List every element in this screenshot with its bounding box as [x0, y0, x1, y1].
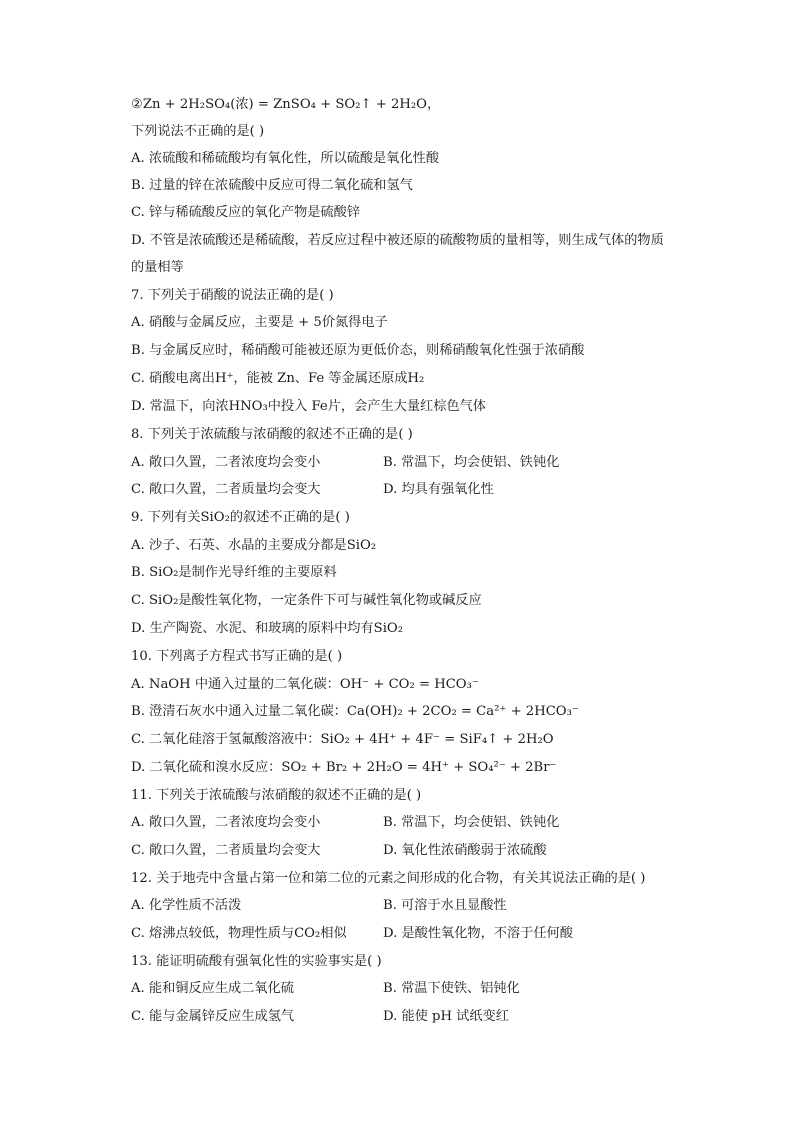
question-stem: 下列说法不正确的是( ) — [131, 124, 265, 139]
option-c: C. 锌与稀硫酸反应的氧化产物是硫酸锌 — [131, 205, 361, 220]
option-d: D. 生产陶瓷、水泥、和玻璃的原料中均有SiO₂ — [131, 621, 404, 636]
option-b: B. 过量的锌在浓硫酸中反应可得二氧化硫和氢气 — [131, 178, 413, 193]
option-a: A. 化学性质不活泼 — [131, 898, 242, 913]
option-d: D. 能使 pH 试纸变红 — [383, 1009, 509, 1024]
question-11: 11. 下列关于浓硫酸与浓硝酸的叙述不正确的是( ) — [131, 788, 422, 803]
options-row — [131, 479, 694, 501]
option-a: A. NaOH 中通入过量的二氧化碳：OH⁻ + CO₂ = HCO₃⁻ — [131, 677, 479, 692]
question-7: 7. 下列关于硝酸的说法正确的是( ) — [131, 288, 334, 303]
option-b: B. 常温下，均会使铝、铁钝化 — [383, 455, 560, 470]
options-row — [131, 452, 694, 474]
option-b: B. SiO₂是制作光导纤维的主要原料 — [131, 565, 337, 580]
question-9: 9. 下列有关SiO₂的叙述不正确的是( ) — [131, 510, 350, 525]
option-d: D. 均具有强氧化性 — [383, 482, 494, 497]
option-c: C. 熔沸点较低，物理性质与CO₂相似 — [131, 926, 347, 941]
option-d: D. 常温下，向浓HNO₃中投入 Fe片，会产生大量红棕色气体 — [131, 399, 486, 414]
option-b: B. 可溶于水且显酸性 — [383, 898, 507, 913]
option-c: C. 二氧化硅溶于氢氟酸溶液中：SiO₂ + 4H⁺ + 4F⁻ = SiF₄↑ + 2H₂O — [131, 732, 554, 747]
option-c: C. 敞口久置，二者质量均会变大 — [131, 843, 321, 858]
option-d: D. 氧化性浓硝酸弱于浓硫酸 — [383, 843, 547, 858]
option-b: B. 澄清石灰水中通入过量二氧化碳：Ca(OH)₂ + 2CO₂ = Ca²⁺ + 2HCO₃⁻ — [131, 704, 579, 719]
option-d: D. 不管是浓硫酸还是稀硫酸，若反应过程中被还原的硫酸物质的量相等，则生成气体的物质 — [131, 233, 664, 248]
option-a: A. 浓硫酸和稀硫酸均有氧化性，所以硫酸是氧化性酸 — [131, 151, 440, 166]
option-a: A. 敞口久置，二者浓度均会变小 — [131, 455, 321, 470]
question-8: 8. 下列关于浓硫酸与浓硝酸的叙述不正确的是( ) — [131, 427, 413, 442]
options-row — [131, 840, 694, 862]
options-row — [131, 978, 694, 1000]
question-10: 10. 下列离子方程式书写正确的是( ) — [131, 649, 343, 664]
option-a: A. 能和铜反应生成二氧化硫 — [131, 981, 294, 996]
option-a: A. 硝酸与金属反应，主要是 + 5价氮得电子 — [131, 315, 388, 330]
option-b: B. 常温下，均会使铝、铁钝化 — [383, 815, 560, 830]
option-a: A. 敞口久置，二者浓度均会变小 — [131, 815, 321, 830]
question-13: 13. 能证明硫酸有强氧化性的实验事实是( ) — [131, 954, 382, 969]
question-12: 12. 关于地壳中含量占第一位和第二位的元素之间形成的化合物，有关其说法正确的是( ) — [131, 871, 646, 886]
option-d: D. 二氧化硫和溴水反应：SO₂ + Br₂ + 2H₂O = 4H⁺ + SO₄²⁻ + 2Br⁻ — [131, 760, 557, 775]
option-a: A. 沙子、石英、水晶的主要成分都是SiO₂ — [131, 538, 377, 553]
option-d: D. 是酸性氧化物，不溶于任何酸 — [383, 926, 573, 941]
option-b: B. 常温下使铁、铝钝化 — [383, 981, 520, 996]
option-b: B. 与金属反应时，稀硝酸可能被还原为更低价态，则稀硝酸氧化性强于浓硝酸 — [131, 343, 585, 358]
equation-line: ②Zn + 2H₂SO₄(浓) = ZnSO₄ + SO₂↑ + 2H₂O， — [131, 97, 441, 112]
options-row — [131, 812, 694, 834]
options-row — [131, 895, 694, 917]
option-d-continued: 的量相等 — [131, 260, 184, 275]
options-row — [131, 1006, 694, 1028]
option-c: C. 能与金属锌反应生成氢气 — [131, 1009, 295, 1024]
options-row — [131, 923, 694, 945]
option-c: C. SiO₂是酸性氧化物，一定条件下可与碱性氧化物或碱反应 — [131, 593, 482, 608]
option-c: C. 敞口久置，二者质量均会变大 — [131, 482, 321, 497]
option-c: C. 硝酸电离出H⁺，能被 Zn、Fe 等金属还原成H₂ — [131, 371, 425, 386]
